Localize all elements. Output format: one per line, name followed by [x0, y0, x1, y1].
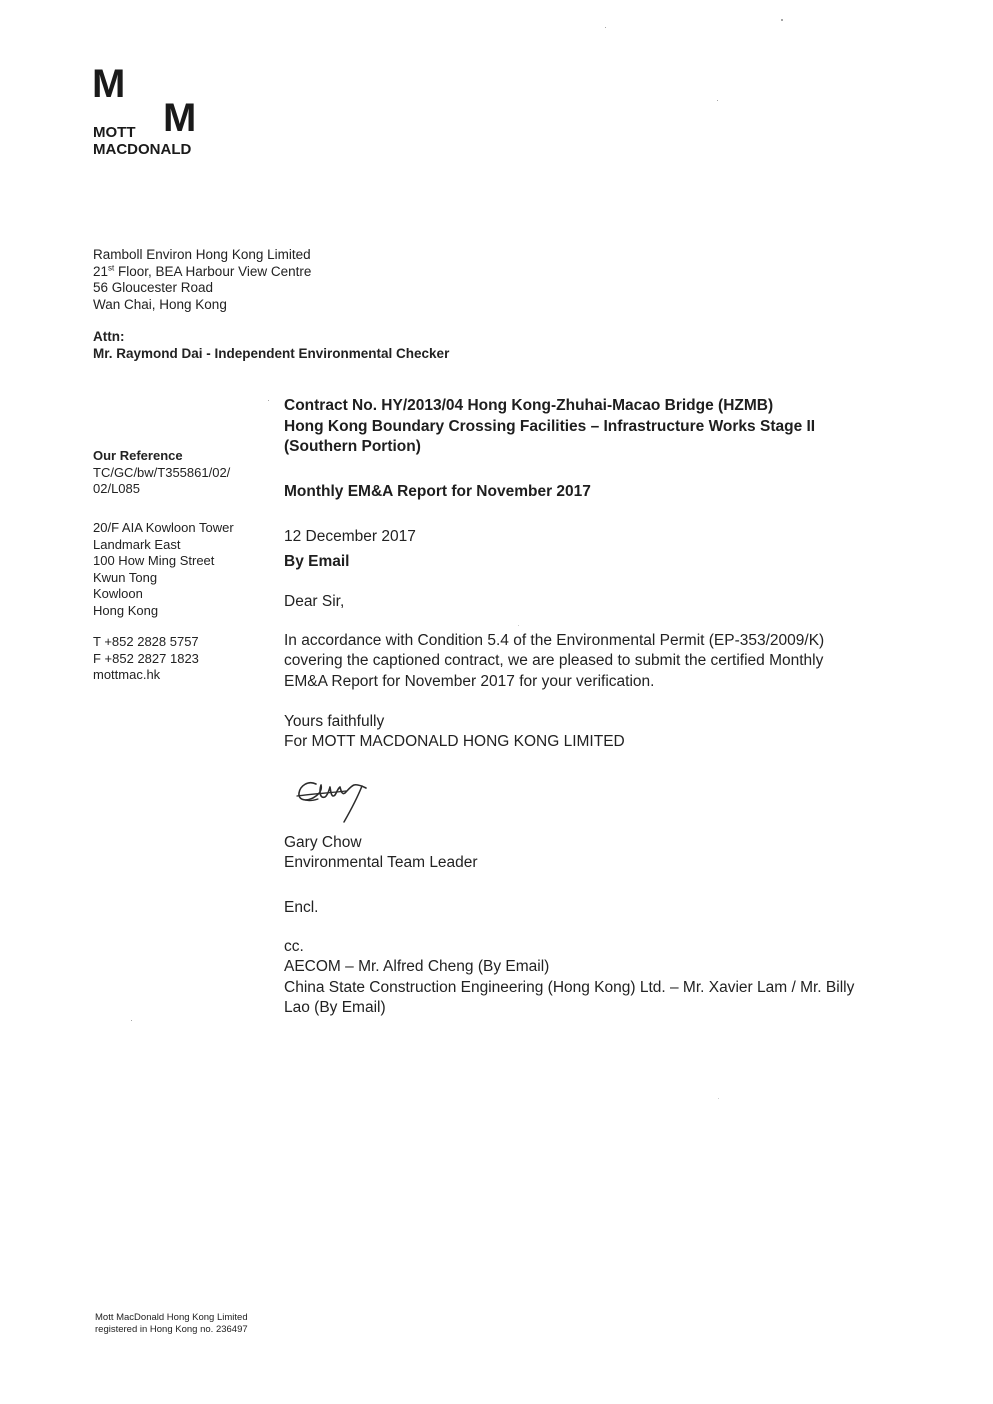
report-title: Monthly EM&A Report for November 2017 [284, 483, 591, 500]
office-phone: T +852 2828 5757 [93, 634, 199, 649]
office-address-line: Kowloon [93, 586, 143, 601]
office-fax: F +852 2827 1823 [93, 650, 199, 666]
our-reference [93, 448, 230, 498]
reference-line-2: 02/L085 [93, 481, 140, 496]
recipient-floor [93, 264, 311, 281]
recipient-street: 56 Gloucester Road [93, 280, 214, 296]
closing-line-2: For MOTT MACDONALD HONG KONG LIMITED [284, 733, 625, 751]
scan-speck [518, 625, 519, 626]
company-logo [92, 64, 212, 164]
scan-speck [268, 400, 269, 401]
signatory-name: Gary Chow [284, 834, 362, 851]
recipient-district: Wan Chai, Hong Kong [93, 296, 227, 312]
recipient-floor-number: 21 [93, 263, 109, 279]
reference-label: Our Reference [93, 448, 183, 463]
subject-line-3: (Southern Portion) [284, 438, 421, 455]
scan-speck [781, 19, 783, 21]
letter-subject [284, 396, 815, 458]
cc-recipient: China State Construction Engineering (Hong Kong) Ltd. – Mr. Xavier Lam / Mr. Billy [284, 978, 855, 996]
office-address-line: 20/F AIA Kowloon Tower [93, 520, 234, 535]
scan-speck [131, 1020, 132, 1021]
body-line: covering the captioned contract, we are pleased to submit the certified Monthly [284, 652, 824, 670]
body-line: EM&A Report for November 2017 for your verification. [284, 672, 655, 690]
scan-speck [605, 27, 606, 28]
office-address-line: Kwun Tong [93, 569, 158, 585]
cc-recipient: AECOM – Mr. Alfred Cheng (By Email) [284, 958, 550, 976]
logo-text-macdonald: MACDONALD [93, 141, 192, 158]
subject-line-2: Hong Kong Boundary Crossing Facilities – Infrastructure Works Stage II [284, 417, 816, 435]
cc-label: cc. [284, 938, 304, 955]
recipient-floor-suffix: st [108, 263, 115, 273]
footer-registration: registered in Hong Kong no. 236497 [95, 1324, 248, 1335]
enclosure-note: Encl. [284, 899, 319, 916]
recipient-address [93, 247, 311, 313]
cc-recipient: Lao (By Email) [284, 998, 386, 1016]
body-line: In accordance with Condition 5.4 of the Environmental Permit (EP-353/2009/K) [284, 632, 825, 649]
salutation: Dear Sir, [284, 593, 345, 610]
letter-date: 12 December 2017 [284, 528, 416, 545]
signatory-title: Environmental Team Leader [284, 854, 478, 872]
attention-block [93, 329, 449, 362]
subject-line-1: Contract No. HY/2013/04 Hong Kong-Zhuhai-Macao Bridge (HZMB) [284, 397, 774, 414]
attention-name: Mr. Raymond Dai - Independent Environmental Checker [93, 345, 450, 361]
scan-speck [717, 100, 718, 101]
office-address-line: 100 How Ming Street [93, 553, 215, 568]
logo-m-bottom: M [163, 96, 196, 140]
signatory [284, 833, 478, 874]
handwritten-signature [294, 772, 374, 828]
letter-body [284, 631, 824, 692]
logo-text-mott: MOTT [93, 124, 136, 141]
registration-footer [95, 1312, 248, 1336]
closing-line-1: Yours faithfully [284, 713, 385, 730]
footer-company: Mott MacDonald Hong Kong Limited [95, 1312, 248, 1323]
delivery-method: By Email [284, 553, 350, 570]
recipient-floor-building: Floor, BEA Harbour View Centre [114, 263, 312, 279]
cc-block [284, 937, 854, 1018]
office-contact [93, 634, 199, 684]
attention-label: Attn: [93, 329, 125, 344]
reference-line-1: TC/GC/bw/T355861/02/ [93, 464, 231, 480]
letter-closing [284, 712, 625, 753]
recipient-company: Ramboll Environ Hong Kong Limited [93, 247, 311, 262]
office-website: mottmac.hk [93, 667, 161, 682]
office-address [93, 520, 234, 619]
office-address-line: Hong Kong [93, 602, 159, 618]
logo-m-top: M [92, 62, 125, 106]
office-address-line: Landmark East [93, 536, 181, 552]
scan-speck [718, 1098, 719, 1099]
